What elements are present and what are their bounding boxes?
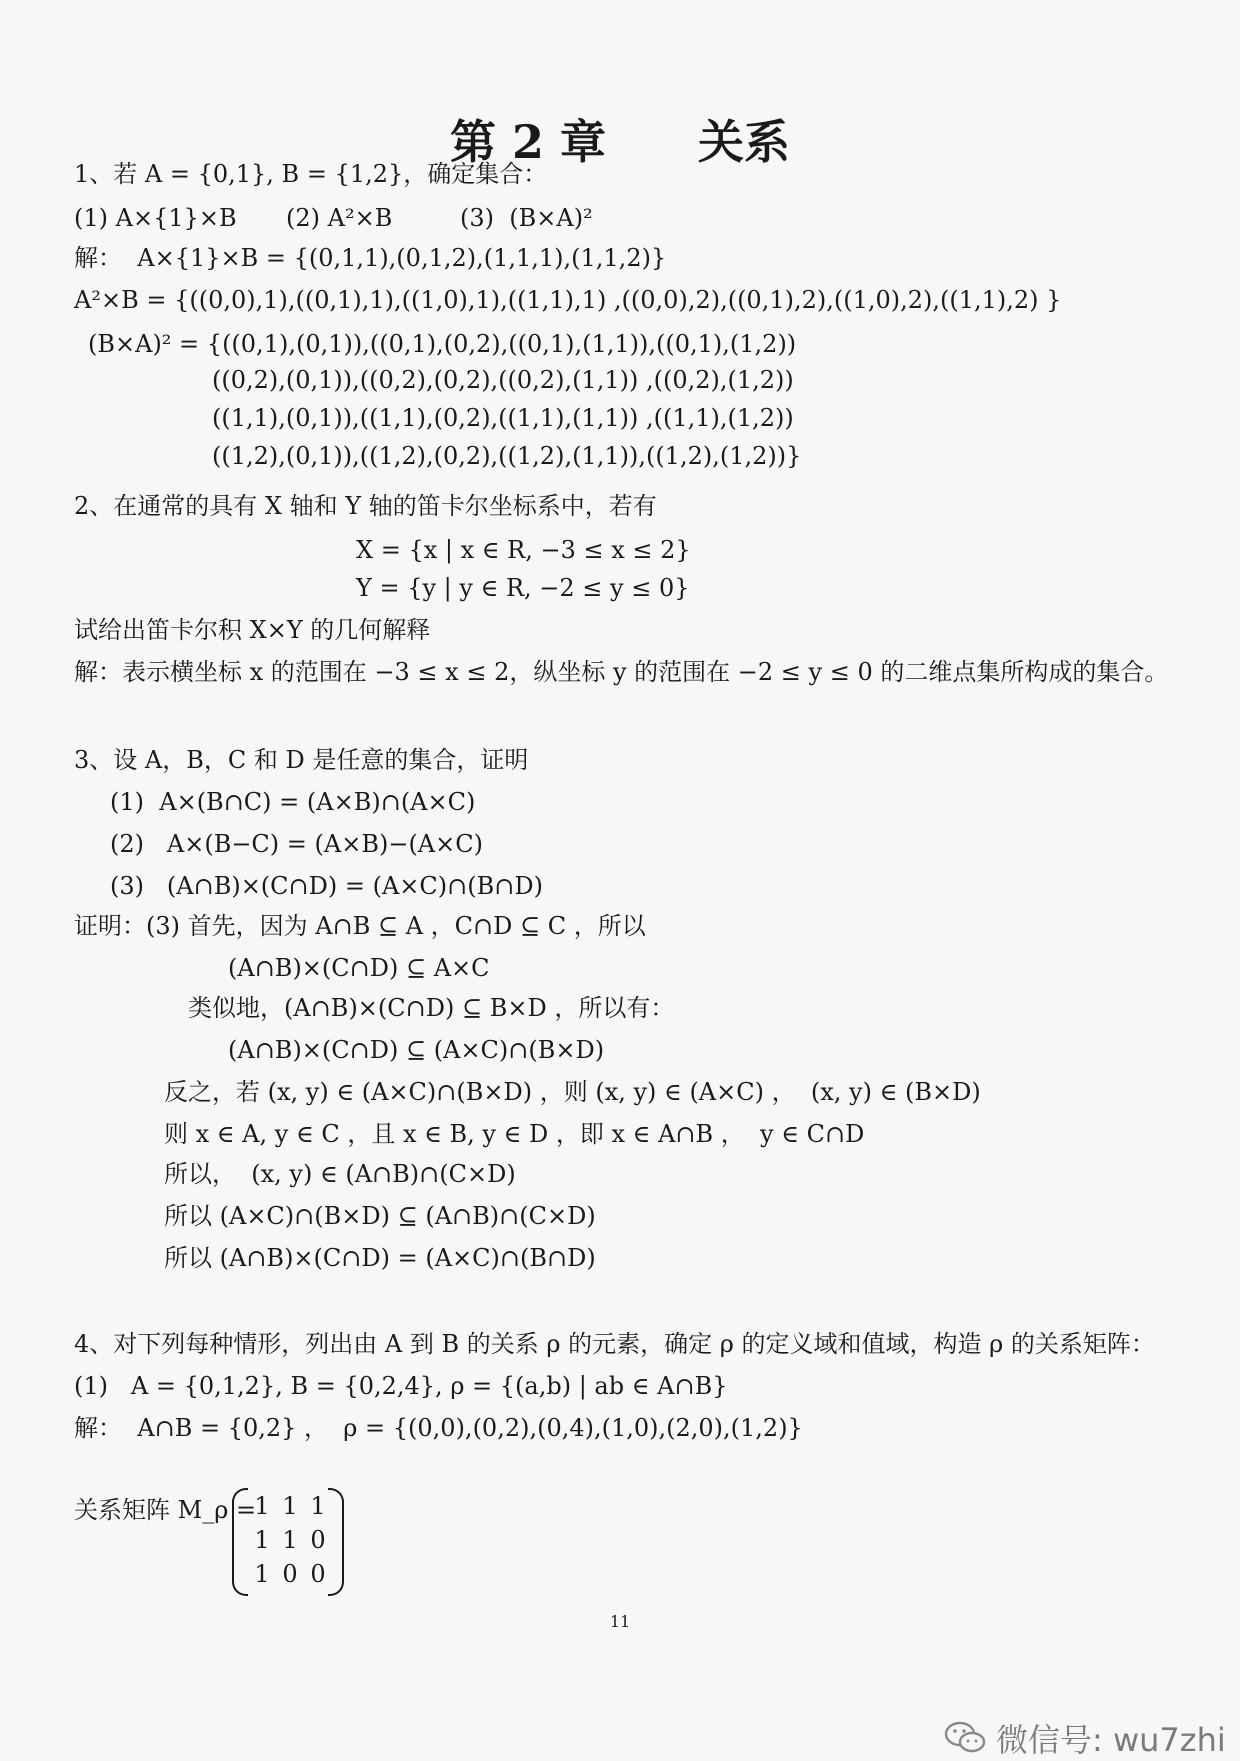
text-line-l14: 试给出笛卡尔积 X×Y 的几何解释 (74, 616, 431, 644)
matrix-cell: 1 (254, 1526, 270, 1554)
text-line-l04: (3) (B×A)² (460, 204, 593, 232)
text-line-l10: ((1,2),(0,1)),((1,2),(0,2),((1,2),(1,1)),((1,2),(1,2))} (212, 442, 802, 470)
text-line-l19: (3) (A∩B)×(C∩D) = (A×C)∩(B∩D) (110, 872, 543, 900)
watermark-text: 微信号: wu7zhi (996, 1721, 1226, 1759)
text-line-l15: 解：表示横坐标 x 的范围在 −3 ≤ x ≤ 2，纵坐标 y 的范围在 −2 ≤ y ≤ 0 的二维点集所构成的集合。 (74, 658, 1169, 686)
text-line-l18: (2) A×(B−C) = (A×B)−(A×C) (110, 830, 483, 858)
matrix-cell: 1 (254, 1560, 270, 1588)
matrix-cell: 0 (282, 1560, 298, 1588)
text-line-l12: X = {x | x ∈ R, −3 ≤ x ≤ 2} (356, 536, 691, 564)
matrix-cell: 1 (282, 1526, 298, 1554)
text-line-l03: (2) A²×B (286, 204, 393, 232)
matrix-cell: 1 (282, 1492, 298, 1520)
matrix-cell: 1 (310, 1492, 326, 1520)
text-line-l29: 4、对下列每种情形，列出由 A 到 B 的关系 ρ 的元素，确定 ρ 的定义域和值域，构造 ρ 的关系矩阵： (74, 1330, 1155, 1358)
matrix-cell: 0 (310, 1560, 326, 1588)
matrix-cell: 0 (310, 1526, 326, 1554)
text-line-l30: (1) A = {0,1,2}, B = {0,2,4}, ρ = {(a,b) | ab ∈ A∩B} (74, 1372, 728, 1400)
text-line-l25: 则 x ∈ A, y ∈ C ，且 x ∈ B, y ∈ D ，即 x ∈ A∩B ， y ∈ C∩D (164, 1120, 865, 1148)
text-line-l20: 证明：(3) 首先，因为 A∩B ⊆ A ，C∩D ⊆ C ，所以 (74, 912, 646, 940)
text-line-l27: 所以 (A×C)∩(B×D) ⊆ (A∩B)∩(C×D) (164, 1202, 596, 1230)
text-line-l28: 所以 (A∩B)×(C∩D) = (A×C)∩(B∩D) (164, 1244, 596, 1272)
matrix-cell: 1 (254, 1492, 270, 1520)
wechat-watermark (944, 1715, 1226, 1761)
text-line-l31: 解： A∩B = {0,2} ， ρ = {(0,0),(0,2),(0,4),(1,0),(2,0),(1,2)} (74, 1414, 803, 1442)
text-line-l17: (1) A×(B∩C) = (A×B)∩(A×C) (110, 788, 476, 816)
text-line-l24: 反之，若 (x, y) ∈ (A×C)∩(B×D) ，则 (x, y) ∈ (A×C) ， (x, y) ∈ (B×D) (164, 1078, 981, 1106)
relation-matrix (232, 1488, 344, 1598)
text-line-l23: (A∩B)×(C∩D) ⊆ (A×C)∩(B×D) (228, 1036, 605, 1064)
text-line-l05: 解： A×{1}×B = {(0,1,1),(0,1,2),(1,1,1),(1,1,2)} (74, 244, 667, 272)
text-line-l22: 类似地，(A∩B)×(C∩D) ⊆ B×D ，所以有： (188, 994, 675, 1022)
page-number: 11 (609, 1612, 631, 1631)
text-line-l16: 3、设 A，B，C 和 D 是任意的集合，证明 (74, 746, 529, 774)
text-line-l06: A²×B = {((0,0),1),((0,1),1),((1,0),1),((1,1),1) ,((0,0),2),((0,1),2),((1,0),2),((1,1),2) } (74, 286, 1062, 314)
text-line-l26: 所以， (x, y) ∈ (A∩B)∩(C×D) (164, 1160, 516, 1188)
text-line-l32: 关系矩阵 M_ρ = (74, 1496, 257, 1524)
text-line-l13: Y = {y | y ∈ R, −2 ≤ y ≤ 0} (356, 574, 690, 602)
text-line-l02: (1) A×{1}×B (74, 204, 237, 232)
wechat-icon (944, 1720, 986, 1756)
matrix-right-bracket (328, 1488, 344, 1596)
text-line-l07: (B×A)² = {((0,1),(0,1)),((0,1),(0,2),((0,1),(1,1)),((0,1),(1,2)) (88, 330, 797, 358)
text-line-l11: 2、在通常的具有 X 轴和 Y 轴的笛卡尔坐标系中，若有 (74, 492, 657, 520)
text-line-l08: ((0,2),(0,1)),((0,2),(0,2),((0,2),(1,1)) ,((0,2),(1,2)) (212, 366, 794, 394)
text-line-l01: 1、若 A = {0,1}, B = {1,2}，确定集合： (74, 160, 548, 188)
chapter-title: 第 2 章 关系 (449, 115, 791, 169)
text-line-l09: ((1,1),(0,1)),((1,1),(0,2),((1,1),(1,1)) ,((1,1),(1,2)) (212, 404, 794, 432)
text-line-l21: (A∩B)×(C∩D) ⊆ A×C (228, 954, 490, 982)
matrix-left-bracket (232, 1488, 248, 1596)
